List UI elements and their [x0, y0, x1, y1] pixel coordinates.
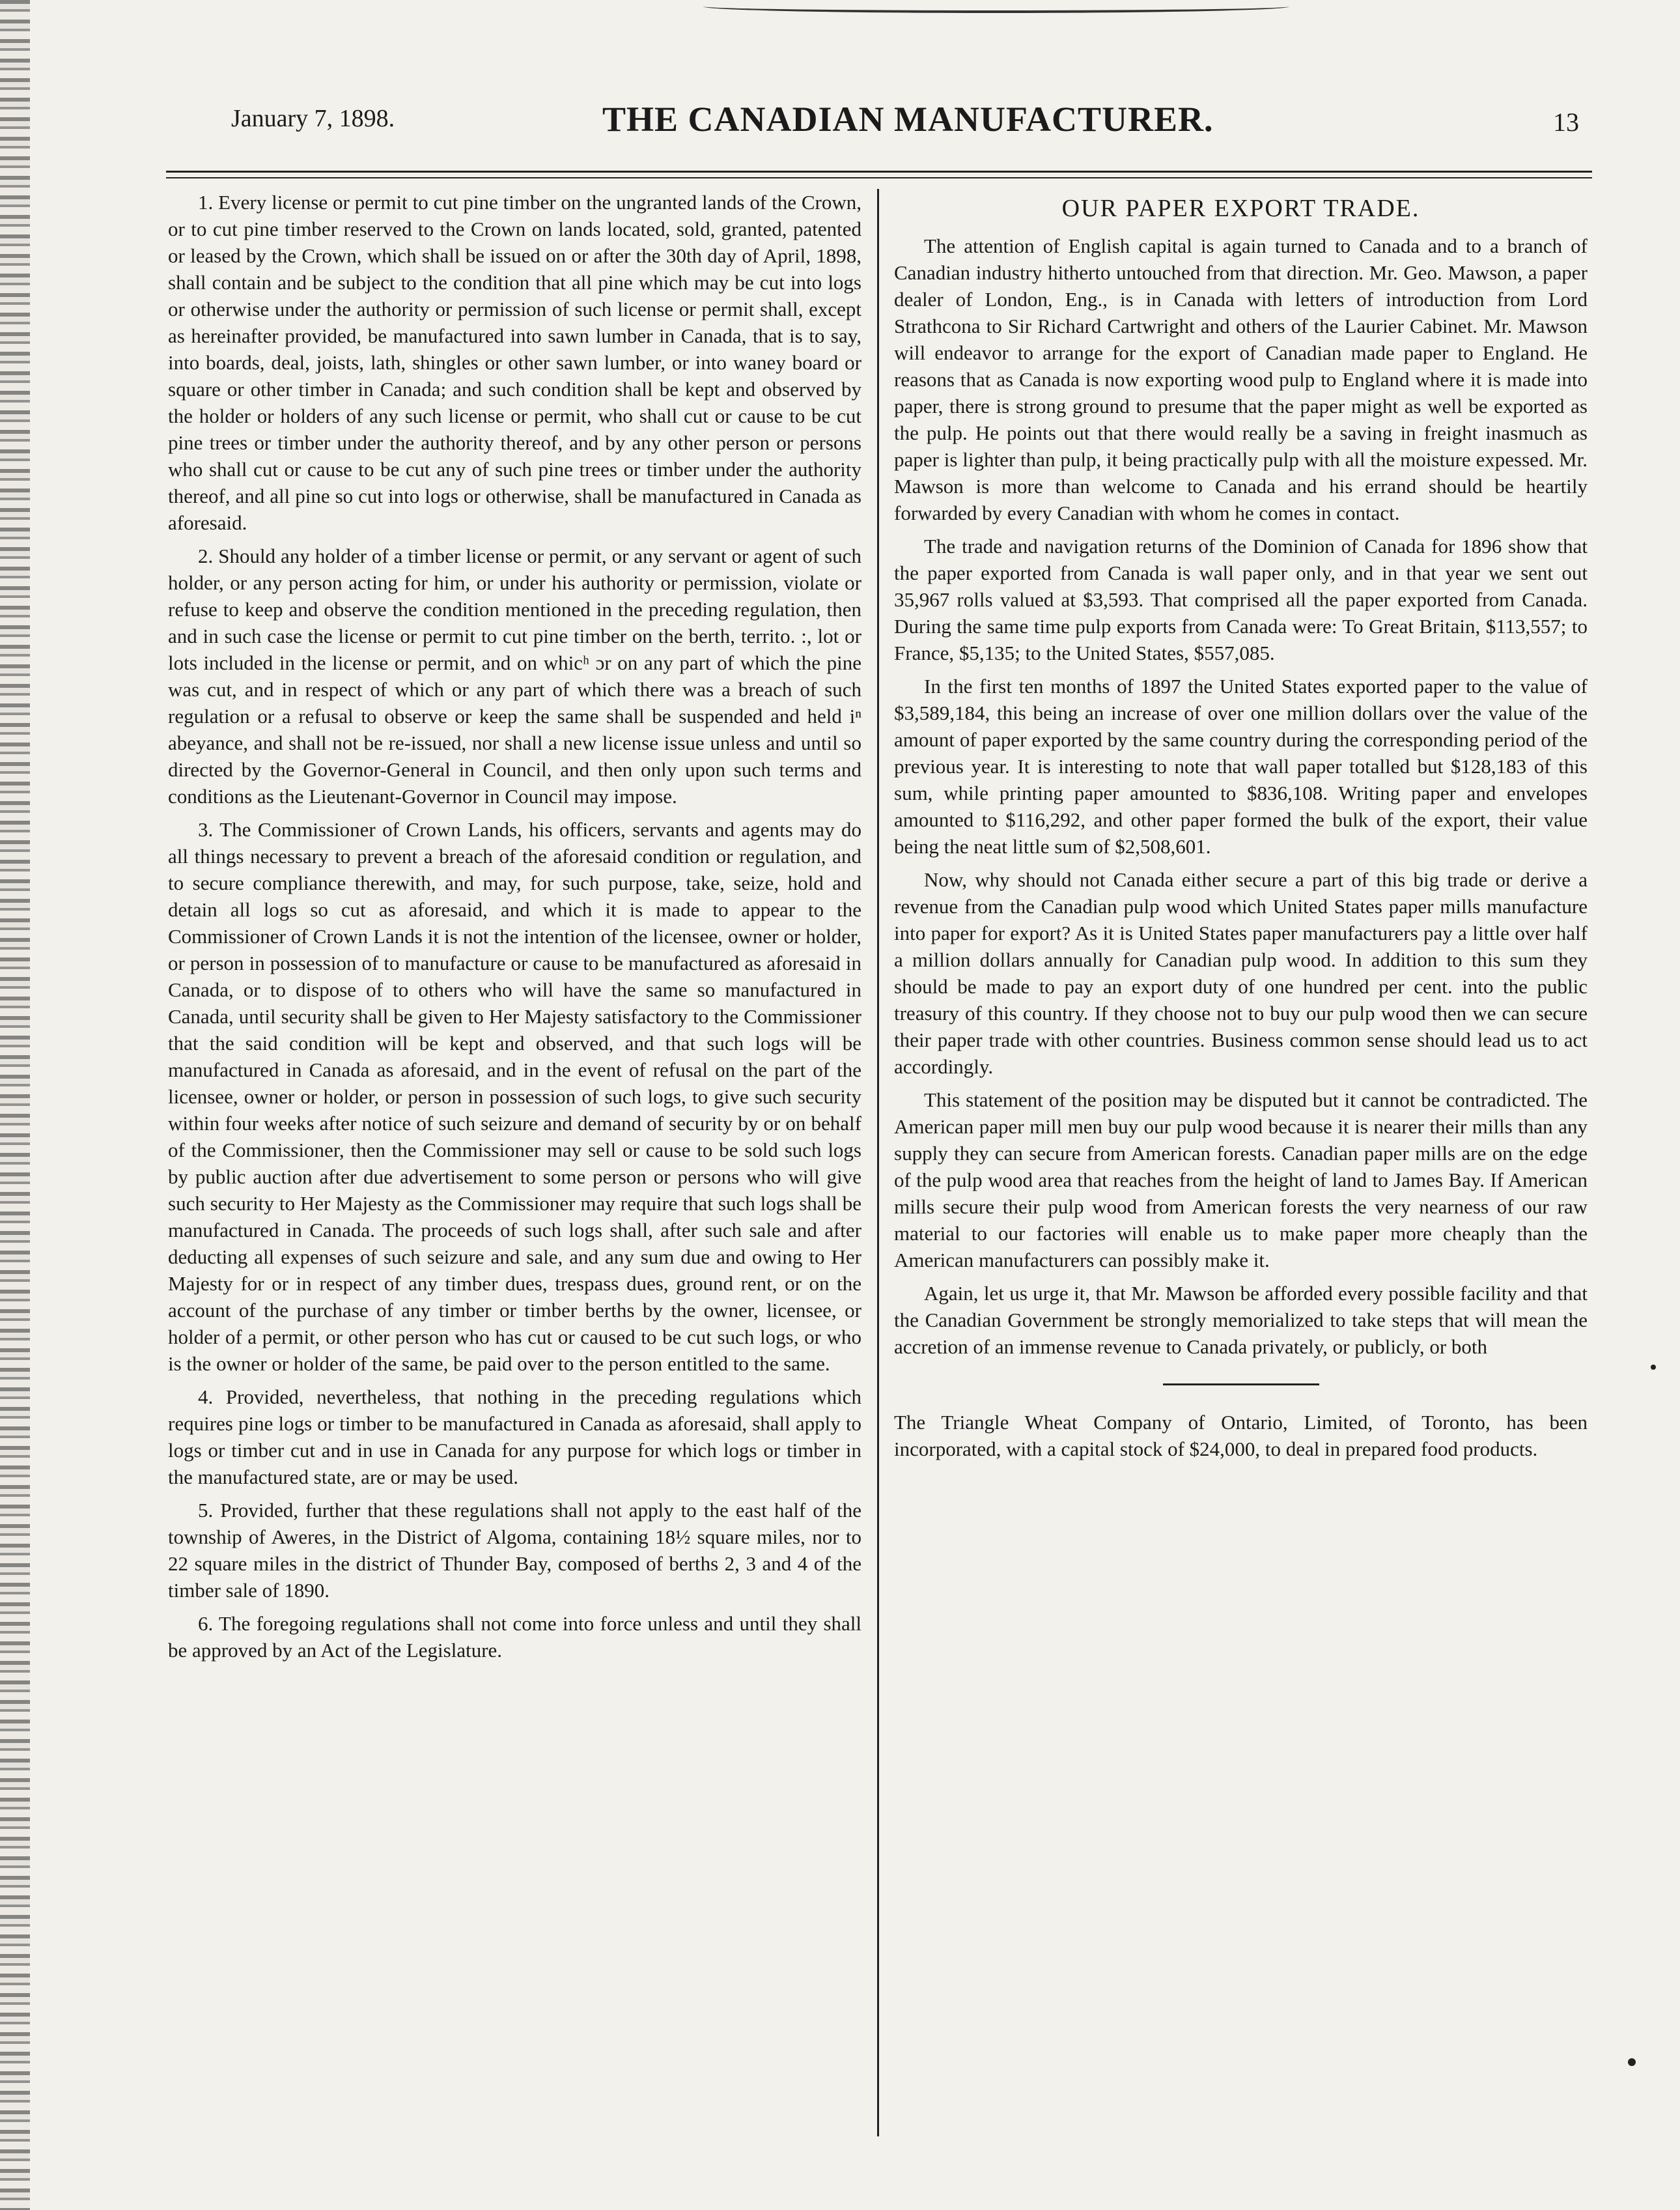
- article-paragraph: In the first ten months of 1897 the United States exported paper to the value of $3,589,184, this being an increase of over one million dollars over the value of the amount of paper exported by the same country during the corresponding period of the previous year. It is interesting to note that wall paper totalled but $128,183 of this sum, while printing paper amounted to $836,108. Writing paper and envelopes amounted to $116,292, and other paper formed the bulk of the export, their value being the neat little sum of $2,508,601.: [894, 675, 1588, 858]
- regulation-paragraph: 5. Provided, further that these regulations shall not apply to the east half of the township of Aweres, in the District of Algoma, containing 18½ square miles, nor to 22 square miles in the district of Thunder Bay, composed of berths 2, 3 and 4 of the timber sale of 1890.: [168, 1499, 861, 1602]
- issue-date: January 7, 1898.: [231, 105, 395, 132]
- scan-speck: [1651, 1365, 1656, 1370]
- section-rule: [1163, 1383, 1319, 1385]
- header-rule-thin: [166, 177, 1592, 178]
- column-divider: [877, 189, 879, 2136]
- scan-top-mark: [703, 0, 1289, 13]
- regulation-paragraph: 6. The foregoing regulations shall not come into force unless and until they shall be approved by an Act of the Legislature.: [168, 1612, 861, 1662]
- right-column-article: [894, 195, 1588, 1469]
- scan-speck: [1628, 2058, 1636, 2066]
- header-rule-thick: [166, 171, 1592, 173]
- article-title: OUR PAPER EXPORT TRADE.: [1061, 195, 1420, 222]
- company-notice: The Triangle Wheat Company of Ontario, Limited, of Toronto, has been incorporated, with a capital stock of $24,000, to deal in prepared food products.: [894, 1411, 1588, 1460]
- left-column-regulations: [168, 189, 861, 1670]
- article-paragraph: The attention of English capital is again turned to Canada and to a branch of Canadian industry hitherto untouched from that direction. Mr. Geo. Mawson, a paper dealer of London, Eng., is in Canada with letters of introduction from Lord Strathcona to Sir Richard Cartwright and others of the Laurier Cabinet. Mr. Mawson will endeavor to arrange for the export of Canadian made paper to England. He reasons that as Canada is now exporting wood pulp to England where it is made into paper, there is strong ground to presume that the paper might as well be exported as the pulp. He points out that there would really be a saving in freight inasmuch as paper is lighter than pulp, it being practically pulp with all the moisture expessed. Mr. Mawson is more than welcome to Canada and his errand should be heartily forwarded by every Canadian with whom he comes in contact.: [894, 234, 1588, 524]
- regulation-paragraph: 3. The Commissioner of Crown Lands, his officers, servants and agents may do all things necessary to prevent a breach of the aforesaid condition or regulation, and to secure compliance therewith, and may, for such purpose, take, seize, hold and detain all logs so cut as aforesaid, and which it is made to appear to the Commissioner of Crown Lands it is not the intention of the licensee, owner or holder, or person in possession of to manufacture or cause to be manufactured as aforesaid in Canada, or to dispose of to others who will have the same so manufactured in Canada, until security shall be given to Her Majesty satisfactory to the Commissioner that the said condition will be kept and observed, and that such logs will be manufactured in Canada as aforesaid, and in the event of refusal on the part of the licensee, owner or holder, or person in possession of such logs, to give such security within four weeks after notice of such seizure and demand of security by or on behalf of the Commissioner, then the Commissioner may sell or cause to be sold such logs by public auction after due advertisement to some person or persons who will give such security to Her Majesty as the Commissioner may require that such logs shall be manufactured in Canada. The proceeds of such logs shall, after such sale and after deducting all expenses of such seizure and sale, and any sum due and owing to Her Majesty for or in respect of any timber dues, trespass dues, ground rent, or on the account of the purchase of any timber or timber berths by the owner, licensee, or holder of a permit, or other person who has cut or caused to be cut such logs, or who is the owner or holder of the same, be paid over to the person entitled to the same.: [168, 818, 861, 1375]
- article-paragraph: The trade and navigation returns of the Dominion of Canada for 1896 show that the paper exported from Canada is wall paper only, and in that year we sent out 35,967 rolls valued at $3,593. That comprised all the paper exported from Canada. During the same time pulp exports from Canada were: To Great Britain, $113,557; to France, $5,135; to the United States, $557,085.: [894, 535, 1588, 664]
- regulation-paragraph: 1. Every license or permit to cut pine timber on the ungranted lands of the Crown, or to cut pine timber reserved to the Crown on lands located, sold, granted, patented or leased by the Crown, which shall be issued on or after the 30th day of April, 1898, shall contain and be subject to the condition that all pine which may be cut into logs or otherwise under the authority or permission of such license or permit shall, except as hereinafter provided, be manufactured into sawn lumber in Canada, that is to say, into boards, deal, joists, lath, shingles or other sawn lumber, or into waney board or square or other timber in Canada; and such condition shall be kept and observed by the holder or holders of any such license or permit, who shall cut or cause to be cut pine trees or timber under the authority thereof, and by any other person or persons who shall cut or cause to be cut any of such pine trees or timber under the authority thereof, and all pine so cut into logs or otherwise, shall be manufactured in Canada as aforesaid.: [168, 191, 861, 534]
- regulation-paragraph: 2. Should any holder of a timber license or permit, or any servant or agent of such holder, or any person acting for him, or under his authority or permission, violate or refuse to keep and observe the condition mentioned in the preceding regulation, then and in such case the license or permit to cut pine timber on the berth, territo. :, lot or lots included in the license or permit, and on whicʰ ɔr on any part of which the pine was cut, and in respect of which or any part of which there was a breach of such regulation or a refusal to observe or keep the same shall be suspended and held iⁿ abeyance, and shall not be re-issued, nor shall a new license issue unless and until so directed by the Governor-General in Council, and then only upon such terms and conditions as the Lieutenant-Governor in Council may impose.: [168, 545, 861, 808]
- article-paragraph: Again, let us urge it, that Mr. Mawson be afforded every possible facility and that the Canadian Government be strongly memorialized to take steps that will mean the accretion of an immense revenue to Canada privately, or publicly, or both: [894, 1282, 1588, 1358]
- article-paragraph: Now, why should not Canada either secure a part of this big trade or derive a revenue from the Canadian pulp wood which United States paper mills manufacture into paper for export? As it is United States paper manufacturers pay a little over half a million dollars annually for Canadian pulp wood. In addition to this sum they should be made to pay an export duty of one hundred per cent. into the public treasury of this country. If they choose not to buy our pulp wood then we can secure their paper trade with other countries. Business common sense should lead us to act accordingly.: [894, 868, 1588, 1078]
- scan-edge-artifact: [0, 0, 30, 2210]
- page-number: 13: [1553, 107, 1579, 137]
- page-header: [231, 100, 1592, 150]
- article-paragraph: This statement of the position may be disputed but it cannot be contradicted. The American paper mill men buy our pulp wood because it is nearer their mills than any supply they can secure from American forests. Canadian paper mills are on the edge of the pulp wood area that reaches from the height of land to James Bay. If American mills secure their pulp wood from American forests the very nearness of our raw material to our factories will enable us to make paper more cheaply than the American manufacturers can possibly make it.: [894, 1088, 1588, 1271]
- masthead-title: THE CANADIAN MANUFACTURER.: [602, 100, 1214, 139]
- regulation-paragraph: 4. Provided, nevertheless, that nothing in the preceding regulations which requires pine logs or timber to be manufactured in Canada as aforesaid, shall apply to logs or timber cut and in use in Canada for any purpose for which logs or timber in the manufactured state, are or may be used.: [168, 1385, 861, 1488]
